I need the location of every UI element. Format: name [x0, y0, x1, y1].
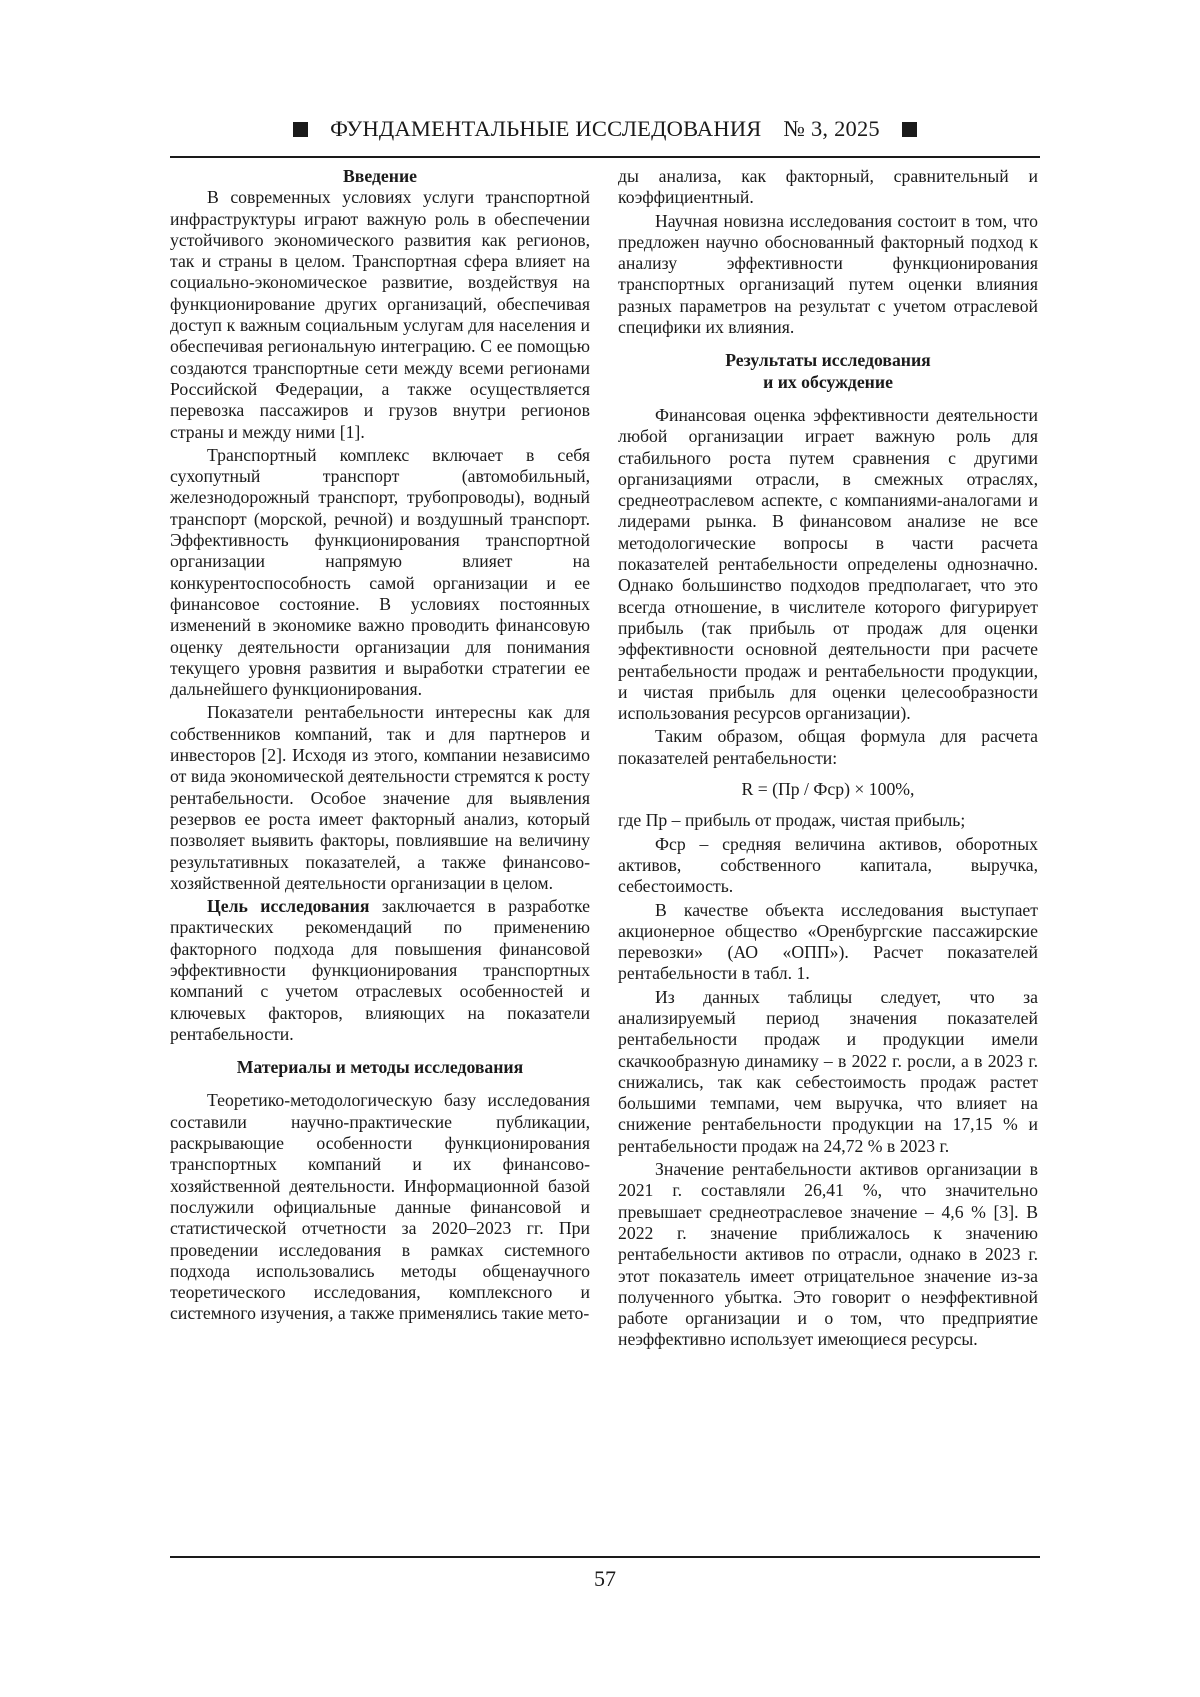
square-bullet-icon — [902, 122, 917, 137]
paragraph: Показатели рентабельности интересны как для собственников компаний, так и для партнеров и инвесторов [2]. Исходя из этого, компании независимо от вида экономической деятельности стремятся к росту рентабельности. Особое значение для выявления резервов ее роста имеет факторный анализ, который позволяет выявить факторы, повлиявшие на величину результативных показателей, а также финансово-хозяйственной деятельности организации в целом. — [170, 702, 590, 893]
paragraph: Таким образом, общая формула для расчета показателей рентабельности: — [618, 726, 1038, 768]
results-heading-line1: Результаты исследования — [725, 350, 931, 371]
left-column — [170, 166, 590, 1325]
section-heading-methods: Материалы и методы исследования — [236, 1057, 524, 1078]
paragraph: Транспортный комплекс включает в себя сухопутный транспорт (автомобильный, железнодорожный транспорт, трубопроводы), водный транспорт (морской, речной) и воздушный транспорт. Эффективность функционирования транспортной организации напрямую влияет на конкурентоспособность самой организации и ее финансовое состояние. В условиях постоянных изменений в экономике важно проводить финансовую оценку деятельности организации для понимания текущего уровня развития и выработки стратегии ее дальнейшего функционирования. — [170, 444, 590, 700]
formula-legend: Фср – средняя величина активов, оборотных активов, собственного капитала, выручка, себестоимость. — [618, 833, 1038, 897]
paragraph-continued: ды анализа, как факторный, сравнительный и коэффициентный. — [618, 166, 1038, 208]
paragraph: Научная новизна исследования состоит в том, что предложен научно обоснованный факторный подход к анализу эффективности функционирования транспортных организаций путем оценки влияния разных параметров на результат с учетом отраслевой специфики их влияния. — [618, 210, 1038, 338]
paragraph: В качестве объекта исследования выступает акционерное общество «Оренбургские пассажирские перевозки» (АО «ОПП»). Расчет показателей рентабельности в табл. 1. — [618, 899, 1038, 984]
goal-text: заключается в разработке практических рекомендаций по применению факторного подхода для повышения финансовой эффективности функционирования транспортных компаний с учетом отраслевых особенностей и ключевых факторов, влияющих на показатели рентабельности. — [170, 896, 591, 1044]
header-rule — [170, 156, 1040, 158]
goal-paragraph — [170, 896, 590, 1045]
page-number: 57 — [594, 1566, 616, 1591]
paragraph: Финансовая оценка эффективности деятельности любой организации играет важную роль для стабильного роста путем сравнения с другими организациями отрасли, в смежных отраслях, среднеотраслевом аспекте, с компаниями-аналогами и лидерами рынка. В финансовом анализе не все методологические вопросы в части расчета показателей рентабельности определены однозначно. Однако большинство подходов предполагает, что это всегда отношение, в числителе которого фигурирует прибыль (так прибыль от продаж для оценки эффективности основной деятельности при расчете рентабельности продаж и рентабельности продукции, и чистая прибыль для оценки целесообразности использования ресурсов организации). — [618, 404, 1038, 724]
journal-title: ФУНДАМЕНТАЛЬНЫЕ ИССЛЕДОВАНИЯ — [330, 116, 762, 141]
formula: R = (Пр / Фср) × 100%, — [741, 779, 915, 800]
goal-label: Цель исследования — [207, 896, 370, 917]
paragraph: Теоретико-методологическую базу исследования составили научно-практические публикации, раскрывающие особенности функционирования транспортных компаний и их финансово-хозяйственной деятельности. Информационной базой послужили официальные данные финансовой и статистической отчетности за 2020–2023 гг. При проведении исследования в рамках системного подхода использовались методы общенаучного теоретического исследования, комплексного и системного изучения, а также применялись такие мето- — [170, 1090, 590, 1324]
running-header — [170, 112, 1040, 146]
paragraph: Значение рентабельности активов организации в 2021 г. составляли 26,41 %, что значительно превышает среднеотраслевое значение – 4,6 % [3]. В 2022 г. значение приближалось к значению рентабельности активов по отрасли, однако в 2023 г. этот показатель имеет отрицательное значение из-за полученного убытка. Это говорит о неэффективной работе организации и о том, что предприятие неэффективно использует имеющиеся ресурсы. — [618, 1159, 1038, 1350]
formula-legend: где Пр – прибыль от продаж, чистая прибыль; — [618, 810, 966, 831]
paragraph: В современных условиях услуги транспортной инфраструктуры играют важную роль в обеспечении устойчивого экономического развития как регионов, так и страны в целом. Транспортная сфера влияет на социально-экономическое развитие, воздействуя на функционирование других организаций, обеспечивая доступ к важным социальным услугам для населения и обеспечивая региональную интеграцию. С ее помощью создаются транспортные сети между всеми регионами Российской Федерации, а также осуществляется перевозка пассажиров и грузов внутри регионов страны и между ними [1]. — [170, 187, 590, 442]
results-heading-line2: и их обсуждение — [763, 371, 893, 392]
paragraph: Из данных таблицы следует, что за анализируемый период значения показателей рентабельности продаж и продукции имели скачкообразную динамику – в 2022 г. росли, а в 2023 г. снижались, так как себестоимость продаж растет большими темпами, чем выручка, что влияет на снижение рентабельности продукции на 17,15 % и рентабельности продаж на 24,72 % в 2023 г. — [618, 986, 1038, 1156]
section-heading-results — [618, 350, 1038, 393]
section-heading-introduction: Введение — [343, 166, 417, 186]
issue-number: № 3, 2025 — [783, 116, 880, 141]
square-bullet-icon — [293, 122, 308, 137]
footer-rule — [170, 1556, 1040, 1558]
right-column — [618, 166, 1038, 1351]
